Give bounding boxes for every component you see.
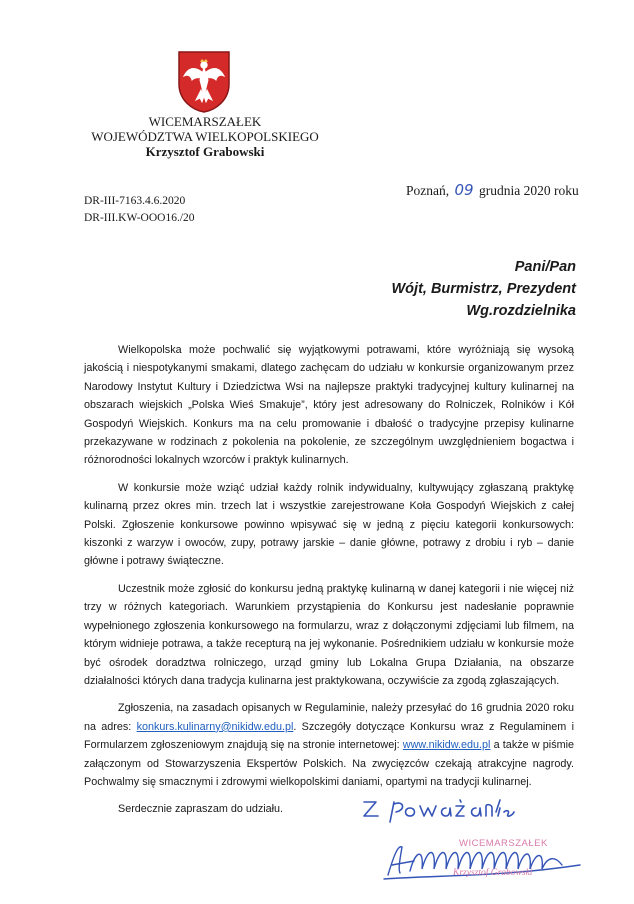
- paragraph-1: Wielkopolska może pochwalić się wyjątkowymi potrawami, które wyróżniają się wysoką jakością i niespotykanymi smakami, dlatego zachęcam do udziału w konkursie organizowanym przez Narodowy Instytut Kultury i Dziedzictwa Wsi na najlepsze praktyki tradycyjnej kultury kulinarnej na obszarach wiejskich „Polska Wieś Smakuje”, który jest adresowany do Rolniczek, Rolników i Kół Gospodyń Wiejskich. Konkurs ma na celu promowanie i dbałość o tradycyjne przepisy kulinarne przekazywane w rodzinach z pokolenia na pokolenie, ze szczególnym uwzględnieniem bogactwa i różnorodności lokalnych wzorców i praktyk kulinarnych.: [84, 344, 574, 467]
- addressee-line-2: Wójt, Burmistrz, Prezydent: [391, 281, 576, 297]
- letterhead-subtitle: WOJEWÓDZTWA WIELKOPOLSKIEGO: [91, 129, 319, 144]
- paragraph-4-text-c: a także w piśmie załączonym od Stowarzyszenia Ekspertów Polskich. Na zwycięzców czekają atrakcyjne nagrody. Pochwalmy się smacznymi i zdrowymi wielkopolskimi daniami, opartymi na tradycji kulinarnej.: [84, 739, 574, 788]
- paragraph-5: Serdecznie zapraszam do udziału.: [118, 803, 284, 816]
- date-place: Poznań,: [406, 183, 450, 198]
- reference-number-1: DR-III-7163.4.6.2020: [84, 195, 186, 207]
- reference-number-2: DR-III.KW-OOO16./20: [84, 212, 195, 224]
- email-link[interactable]: konkurs.kulinarny@nikidw.edu.pl: [136, 720, 294, 733]
- date-rest: grudnia 2020 roku: [478, 183, 579, 198]
- addressee-line-1: Pani/Pan: [514, 259, 576, 275]
- paragraph-3: Uczestnik może zgłosić do konkursu jedną praktykę kulinarną w danej kategorii i nie więcej niż trzy w różnych kategoriach. Warunkiem przystąpienia do Konkursu jest nadesłanie poprawnie wypełnionego zgłoszenia konkursowego na formularzu, wraz z dołączonymi zdjęciami lub filmem, na którym widnieje potrawa, a także recepturą na jej wykonanie. Pośrednikiem udziału w konkursie może być ośrodek doradztwa rolniczego, urząd gminy lub Lokalna Grupa Działania, na obszarze działalności których dana tradycja kulinarna jest praktykowana, oczywiście za zgodą zgłaszających.: [84, 582, 574, 687]
- letterhead-title: WICEMARSZAŁEK: [148, 114, 262, 129]
- stamp-title: WICEMARSZAŁEK: [459, 838, 548, 849]
- paragraph-2: W konkursie może wziąć udział każdy rolnik indywidualny, kultywujący zgłaszaną praktykę kulinarną przez okres min. trzech lat i wszystkie zarejestrowane Koła Gospodyń Wiejskich z całej Polski. Zgłoszenie konkursowe powinno wpisywać się w jedną z pięciu kategorii konkursowych: kiszonki z warzyw i owoców, zupy, potrawy jarskie – danie główne, potrawy z drobiu i ryb – danie główne i potrawy świąteczne.: [84, 481, 574, 568]
- coat-of-arms-icon: [176, 50, 232, 114]
- stamp-name: Krzysztof Grabowski: [453, 868, 533, 878]
- letter-body: [84, 341, 574, 828]
- paragraph-4-text-a: Zgłoszenia, na zasadach opisanych w Regulaminie, należy przesyłać do 16 grudnia 2020 roku na adres:: [84, 702, 574, 733]
- letter-date: [406, 181, 579, 199]
- website-link[interactable]: www.nikidw.edu.pl: [402, 739, 491, 752]
- date-day-handwritten: 09: [454, 181, 474, 199]
- addressee-line-3: Wg.rozdzielnika: [466, 303, 576, 319]
- paragraph-4-text-b: . Szczegóły dotyczące Konkursu wraz z Regulaminem i Formularzem zgłoszeniowym znajdują się na stronie internetowej:: [84, 720, 574, 752]
- paragraph-4: [84, 699, 574, 791]
- letterhead-name: Krzysztof Grabowski: [145, 144, 265, 159]
- handwritten-closing: [360, 792, 520, 832]
